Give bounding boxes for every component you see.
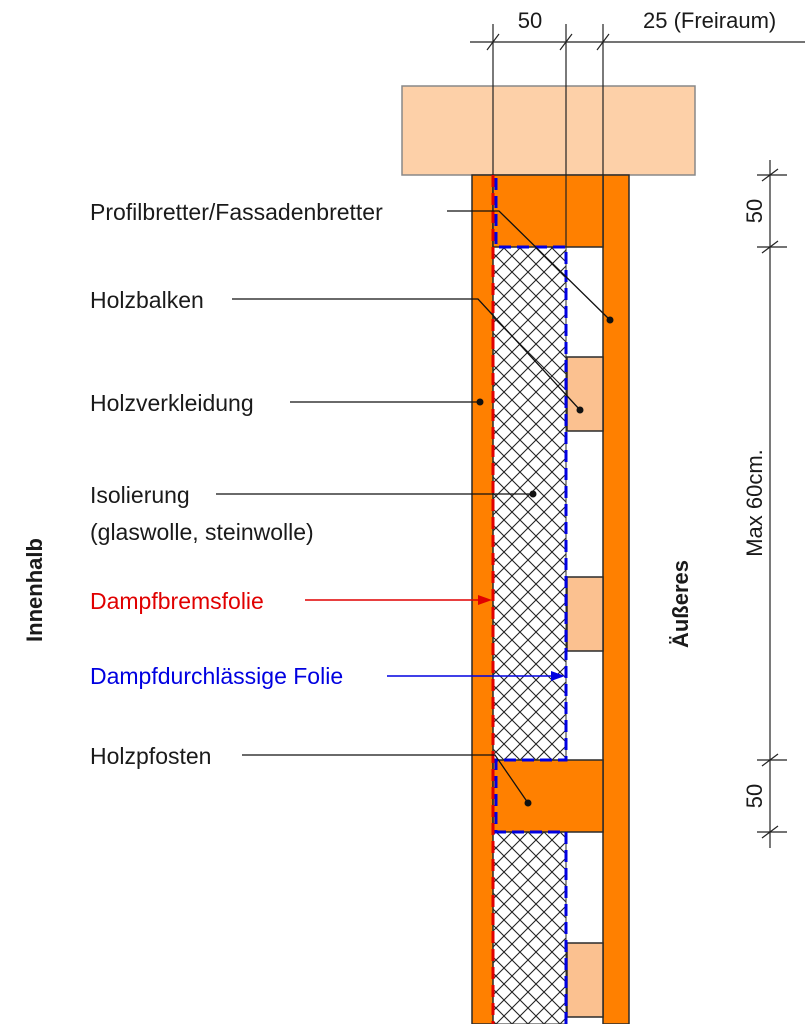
batten	[567, 577, 603, 651]
label-isolierung-line2: (glaswolle, steinwolle)	[90, 519, 314, 545]
dim-top-right: 25 (Freiraum)	[643, 8, 777, 33]
dim-right-middle: Max 60cm.	[742, 449, 767, 557]
label-profilbretter: Profilbretter/Fassadenbretter	[90, 199, 383, 225]
outer-facade-boards	[603, 175, 629, 1024]
insulation-lower	[493, 832, 566, 1024]
side-label-inside: Innenhalb	[22, 538, 47, 642]
top-beam-block	[402, 86, 695, 175]
top-timber-post	[493, 175, 603, 247]
label-holzbalken: Holzbalken	[90, 287, 204, 313]
label-isolierung-line1: Isolierung	[90, 482, 190, 508]
batten	[567, 943, 603, 1017]
batten	[567, 357, 603, 431]
middle-timber-post	[493, 760, 603, 832]
label-holzverkleidung: Holzverkleidung	[90, 390, 254, 416]
dim-right-bottom: 50	[742, 783, 767, 809]
label-dampfbremsfolie: Dampfbremsfolie	[90, 588, 264, 614]
insulation-upper	[493, 247, 566, 760]
dim-top-left: 50	[517, 8, 543, 33]
dim-right-top: 50	[742, 198, 767, 224]
label-holzpfosten: Holzpfosten	[90, 743, 212, 769]
side-label-outside: Äußeres	[668, 559, 693, 649]
label-dampfdurchlaessige-folie: Dampfdurchlässige Folie	[90, 663, 344, 689]
